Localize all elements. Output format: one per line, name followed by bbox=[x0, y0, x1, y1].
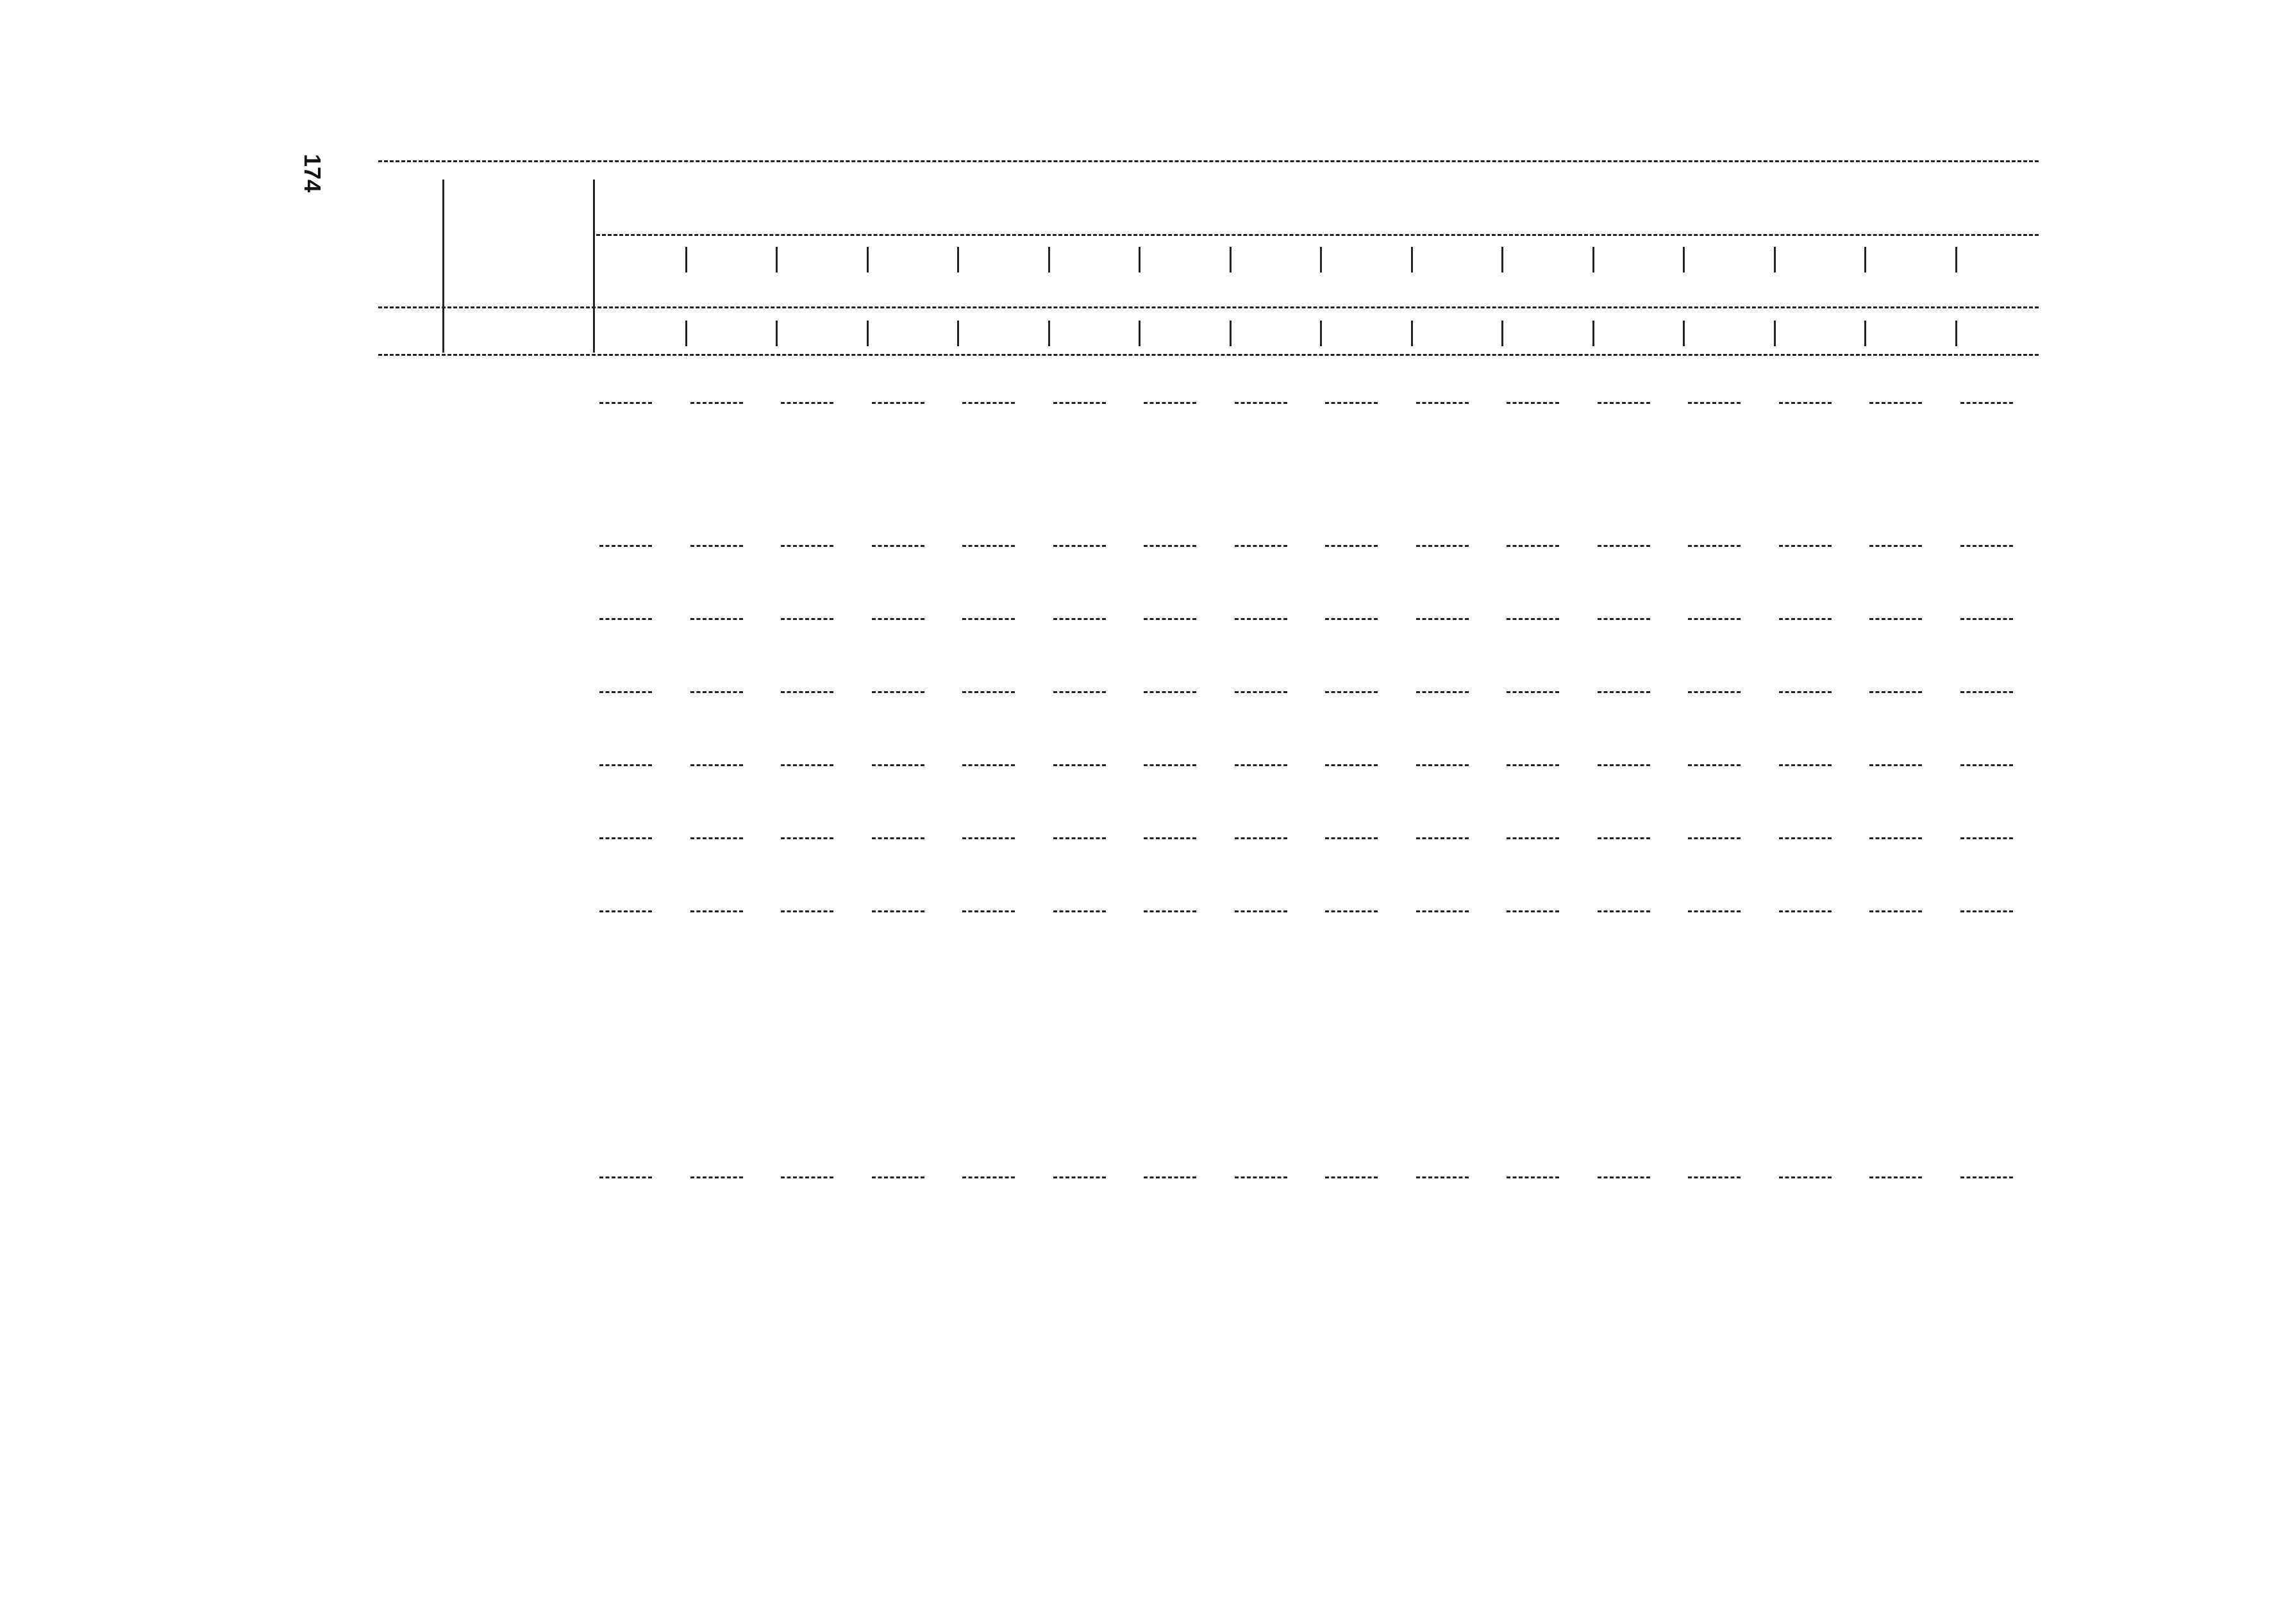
fraction-bar bbox=[1779, 837, 1832, 839]
fraction-bar bbox=[1779, 910, 1832, 912]
rule-top bbox=[378, 160, 2039, 162]
fraction-bar bbox=[781, 402, 833, 404]
fraction-bar bbox=[1688, 837, 1741, 839]
fraction-bar bbox=[1235, 910, 1287, 912]
fraction-bar bbox=[1144, 910, 1196, 912]
vline-colnum-1 bbox=[685, 321, 687, 346]
fraction-bar bbox=[1598, 764, 1650, 766]
vline-colnum-7 bbox=[1230, 321, 1232, 346]
fraction-bar bbox=[1688, 764, 1741, 766]
fraction-bar bbox=[1688, 1176, 1741, 1178]
page-number: 174 bbox=[299, 154, 326, 193]
fraction-bar bbox=[962, 910, 1015, 912]
fraction-bar bbox=[781, 618, 833, 620]
fraction-bar bbox=[1325, 837, 1378, 839]
fraction-bar bbox=[781, 545, 833, 547]
fraction-bar bbox=[599, 402, 652, 404]
fraction-bar bbox=[1235, 1176, 1287, 1178]
fraction-bar bbox=[1779, 618, 1832, 620]
fraction-bar bbox=[1869, 618, 1922, 620]
fraction-bar bbox=[1960, 837, 2013, 839]
fraction-bar bbox=[872, 691, 924, 693]
fraction-bar bbox=[872, 1176, 924, 1178]
fraction-bar bbox=[1325, 910, 1378, 912]
fraction-bar bbox=[1869, 691, 1922, 693]
fraction-bar bbox=[1869, 1176, 1922, 1178]
fraction-bar bbox=[1869, 910, 1922, 912]
fraction-bar bbox=[1688, 910, 1741, 912]
vline-colnum-15 bbox=[1955, 321, 1957, 346]
vline-district-8 bbox=[1320, 247, 1322, 272]
fraction-bar bbox=[599, 764, 652, 766]
fraction-bar bbox=[1053, 691, 1106, 693]
fraction-bar bbox=[1688, 402, 1741, 404]
fraction-bar bbox=[1507, 837, 1559, 839]
vline-code-prices bbox=[593, 180, 595, 353]
fraction-bar bbox=[962, 691, 1015, 693]
fraction-bar bbox=[599, 910, 652, 912]
fraction-bar bbox=[690, 910, 743, 912]
vline-district-3 bbox=[867, 247, 869, 272]
vline-district-6 bbox=[1139, 247, 1140, 272]
rule-header-bottom bbox=[378, 354, 2039, 356]
fraction-bar bbox=[690, 837, 743, 839]
fraction-bar bbox=[599, 691, 652, 693]
vline-colnum-3 bbox=[867, 321, 869, 346]
fraction-bar bbox=[1053, 764, 1106, 766]
fraction-bar bbox=[1325, 618, 1378, 620]
fraction-bar bbox=[1416, 837, 1469, 839]
fraction-bar bbox=[781, 837, 833, 839]
fraction-bar bbox=[1507, 402, 1559, 404]
vline-colnum-5 bbox=[1048, 321, 1050, 346]
fraction-bar bbox=[1598, 618, 1650, 620]
fraction-bar bbox=[1779, 691, 1832, 693]
fraction-bar bbox=[1598, 910, 1650, 912]
fraction-bar bbox=[1779, 1176, 1832, 1178]
fraction-bar bbox=[1688, 545, 1741, 547]
fraction-bar bbox=[872, 764, 924, 766]
vline-district-14 bbox=[1864, 247, 1866, 272]
fraction-bar bbox=[781, 691, 833, 693]
fraction-bar bbox=[1507, 910, 1559, 912]
vline-district-2 bbox=[776, 247, 778, 272]
fraction-bar bbox=[690, 618, 743, 620]
fraction-bar bbox=[690, 764, 743, 766]
fraction-bar bbox=[1869, 837, 1922, 839]
fraction-bar bbox=[1598, 402, 1650, 404]
fraction-bar bbox=[1053, 402, 1106, 404]
fraction-bar bbox=[1869, 545, 1922, 547]
vline-district-11 bbox=[1592, 247, 1594, 272]
fraction-bar bbox=[1325, 402, 1378, 404]
vline-colnum-11 bbox=[1592, 321, 1594, 346]
fraction-bar bbox=[1144, 618, 1196, 620]
fraction-bar bbox=[1960, 764, 2013, 766]
fraction-bar bbox=[1779, 545, 1832, 547]
fraction-bar bbox=[690, 402, 743, 404]
fraction-bar bbox=[1325, 545, 1378, 547]
fraction-bar bbox=[1507, 691, 1559, 693]
fraction-bar bbox=[781, 910, 833, 912]
vline-district-15 bbox=[1955, 247, 1957, 272]
vline-district-7 bbox=[1230, 247, 1232, 272]
vline-colnum-9 bbox=[1411, 321, 1413, 346]
vline-district-10 bbox=[1501, 247, 1503, 272]
vline-district-13 bbox=[1774, 247, 1776, 272]
vline-district-9 bbox=[1411, 247, 1413, 272]
fraction-bar bbox=[1053, 1176, 1106, 1178]
fraction-bar bbox=[1416, 545, 1469, 547]
fraction-bar bbox=[1869, 764, 1922, 766]
fraction-bar bbox=[1598, 1176, 1650, 1178]
fraction-bar bbox=[690, 1176, 743, 1178]
rule-mid bbox=[378, 306, 2039, 308]
fraction-bar bbox=[781, 764, 833, 766]
fraction-bar bbox=[1235, 618, 1287, 620]
fraction-bar bbox=[1960, 618, 2013, 620]
fraction-bar bbox=[1507, 545, 1559, 547]
fraction-bar bbox=[1869, 402, 1922, 404]
vline-colnum-12 bbox=[1683, 321, 1685, 346]
fraction-bar bbox=[1235, 764, 1287, 766]
fraction-bar bbox=[599, 618, 652, 620]
fraction-bar bbox=[1416, 764, 1469, 766]
fraction-bar bbox=[1144, 691, 1196, 693]
fraction-bar bbox=[962, 1176, 1015, 1178]
fraction-bar bbox=[1960, 691, 2013, 693]
fraction-bar bbox=[1416, 402, 1469, 404]
vline-colnum-2 bbox=[776, 321, 778, 346]
fraction-bar bbox=[1053, 618, 1106, 620]
fraction-bar bbox=[1325, 1176, 1378, 1178]
fraction-bar bbox=[1688, 691, 1741, 693]
vline-district-5 bbox=[1048, 247, 1050, 272]
fraction-bar bbox=[690, 691, 743, 693]
fraction-bar bbox=[872, 910, 924, 912]
fraction-bar bbox=[1144, 402, 1196, 404]
fraction-bar bbox=[1144, 764, 1196, 766]
fraction-bar bbox=[1235, 402, 1287, 404]
vline-colnum-8 bbox=[1320, 321, 1322, 346]
fraction-bar bbox=[1507, 764, 1559, 766]
vline-colnum-14 bbox=[1864, 321, 1866, 346]
fraction-bar bbox=[962, 402, 1015, 404]
fraction-bar bbox=[1960, 402, 2013, 404]
fraction-bar bbox=[690, 545, 743, 547]
fraction-bar bbox=[1144, 545, 1196, 547]
fraction-bar bbox=[1688, 618, 1741, 620]
rule-districts bbox=[596, 234, 2039, 236]
fraction-bar bbox=[1960, 545, 2013, 547]
fraction-bar bbox=[872, 618, 924, 620]
vline-district-12 bbox=[1683, 247, 1685, 272]
fraction-bar bbox=[1053, 910, 1106, 912]
vline-colnum-4 bbox=[957, 321, 959, 346]
fraction-bar bbox=[962, 764, 1015, 766]
fraction-bar bbox=[1053, 837, 1106, 839]
fraction-bar bbox=[1598, 545, 1650, 547]
vline-n-code bbox=[442, 180, 444, 353]
fraction-bar bbox=[781, 1176, 833, 1178]
fraction-bar bbox=[1960, 1176, 2013, 1178]
vline-district-1 bbox=[685, 247, 687, 272]
fraction-bar bbox=[1325, 691, 1378, 693]
fraction-bar bbox=[1960, 910, 2013, 912]
vline-colnum-10 bbox=[1501, 321, 1503, 346]
fraction-bar bbox=[1416, 1176, 1469, 1178]
fraction-bar bbox=[1416, 910, 1469, 912]
fraction-bar bbox=[1598, 691, 1650, 693]
fraction-bar bbox=[872, 545, 924, 547]
fraction-bar bbox=[872, 837, 924, 839]
fraction-bar bbox=[599, 545, 652, 547]
fraction-bar bbox=[1144, 1176, 1196, 1178]
fraction-bar bbox=[1053, 545, 1106, 547]
fraction-bar bbox=[1598, 837, 1650, 839]
fraction-bar bbox=[1779, 764, 1832, 766]
vline-colnum-6 bbox=[1139, 321, 1140, 346]
fraction-bar bbox=[1235, 837, 1287, 839]
fraction-bar bbox=[1416, 618, 1469, 620]
fraction-bar bbox=[1779, 402, 1832, 404]
fraction-bar bbox=[1507, 618, 1559, 620]
fraction-bar bbox=[872, 402, 924, 404]
fraction-bar bbox=[962, 837, 1015, 839]
fraction-bar bbox=[1235, 545, 1287, 547]
fraction-bar bbox=[962, 618, 1015, 620]
fraction-bar bbox=[1144, 837, 1196, 839]
fraction-bar bbox=[599, 837, 652, 839]
fraction-bar bbox=[1507, 1176, 1559, 1178]
vline-colnum-13 bbox=[1774, 321, 1776, 346]
fraction-bar bbox=[962, 545, 1015, 547]
vline-district-4 bbox=[957, 247, 959, 272]
fraction-bar bbox=[1325, 764, 1378, 766]
fraction-bar bbox=[1235, 691, 1287, 693]
fraction-bar bbox=[1416, 691, 1469, 693]
fraction-bar bbox=[599, 1176, 652, 1178]
